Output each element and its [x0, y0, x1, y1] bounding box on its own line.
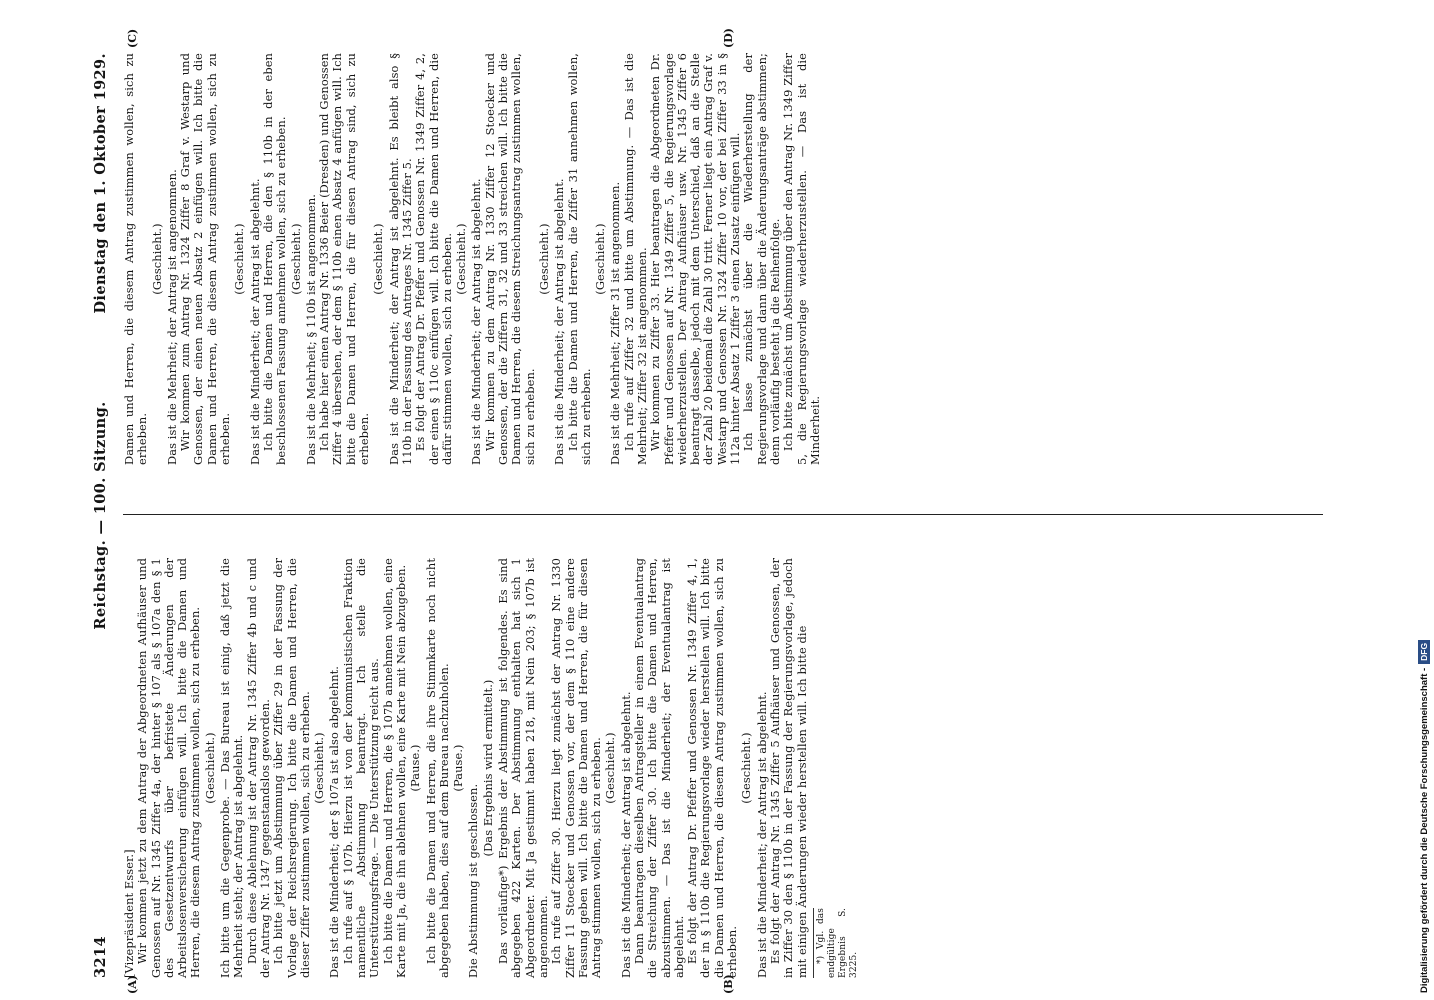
- credit-text-line: [1418, 8, 1432, 993]
- paragraph: Damen und Herren, die diesem Antrag zustimmen wollen, sich zu erheben.: [122, 53, 150, 465]
- paragraph: Ich bitte jetzt um Abstimmung über Ziffer 29 in der Fassung der Vorlage der Reichsregierung. Ich bitte die Damen und Herren, die dieser Ziffer zustimmen wollen, sich zu erheben.: [271, 558, 312, 978]
- column-divider: [123, 514, 1323, 515]
- stage-direction: (Geschieht.): [593, 223, 608, 295]
- paragraph: Ich lasse zunächst über die Wiederherstellung der Regierungsvorlage und dann über die Änderungsanträge abstimmen; denn vorläufig besteht ja die Reihenfolge.: [741, 53, 782, 465]
- paragraph: Es folgt der Antrag Dr. Pfeffer und Genossen Nr. 1349 Ziffer 4, 1, der in § 110b die Regierungsvorlage wieder herstellen will. Ich bitte die Damen und Herren, die diesem Antrag zustimmen wollen, sich zu erheben.: [685, 558, 740, 978]
- stage-direction: (Geschieht.): [603, 732, 618, 804]
- paragraph: Ich rufe auf Ziffer 30. Hierzu liegt zunächst der Antrag Nr. 1330 Ziffer 11 Stoecker und Genossen vor, der dem § 110 eine andere Fassung geben will. Ich bitte die Damen und Herren, die für diesen Antrag stimmen wollen, sich zu erheben.: [549, 558, 604, 978]
- stage-direction: (Geschieht.): [739, 732, 754, 804]
- paragraph: Das ist die Minderheit; der Antrag ist abgelehnt.: [754, 691, 769, 978]
- paragraph: Wir kommen zum Antrag Nr. 1324 Ziffer 8 Graf v. Westarp und Genossen, der einen neuen Absatz 2 einfügen will. Ich bitte die Damen und Herren, die diesem Antrag zustimmen wollen, sich zu erheben.: [178, 53, 233, 465]
- paragraph: Wir kommen zu dem Antrag Nr. 1330 Ziffer 12 Stoecker und Genossen, der die Ziffern 31, 32 und 33 streichen will. Ich bitte die Damen und Herren, die diesem Streichungsantrag zustimmen wollen, sich zu erheben.: [482, 53, 537, 465]
- paragraph: Ich bitte die Damen und Herren, die Ziffer 31 annehmen wollen, sich zu erheben.: [565, 53, 593, 465]
- paragraph: Das ist die Minderheit; der Antrag ist abgelehnt.: [469, 178, 484, 465]
- stage-direction: (Geschieht.): [312, 732, 327, 804]
- session-title: Reichstag. — 100. Sitzung.: [92, 401, 109, 630]
- paragraph: Das ist die Minderheit; der § 107a ist also abgelehnt.: [327, 665, 342, 978]
- paragraph: Durch diese Ablehnung ist der Antrag Nr. 1345 Ziffer 4b und c und der Antrag Nr. 1347 gegenstandslos geworden.: [244, 558, 272, 978]
- stage-direction: (Geschieht.): [232, 223, 247, 295]
- paragraph: Wir kommen jetzt zu dem Antrag der Abgeordneten Aufhäuser und Genossen auf Nr. 1345 Ziffer 4a, der hinter § 107 als § 107a den § 1 des Gesetzentwurfs über befristete Änderungen der Arbeitslosenversicherung einfügen will. Ich bitte die Damen und Herren, die diesem Antrag zustimmen wollen, sich zu erheben.: [135, 558, 203, 978]
- paragraph: Ich rufe auf Ziffer 32 und bitte um Abstimmung. — Das ist die Mehrheit; Ziffer 32 ist angenommen.: [621, 53, 649, 465]
- stage-direction: (Geschieht.): [202, 732, 217, 804]
- margin-letter-c: (C): [126, 28, 139, 48]
- paragraph: Das ist die Mehrheit; der Antrag ist angenommen.: [164, 169, 179, 465]
- stage-direction: (Geschieht.): [149, 223, 164, 295]
- paragraph: [Vizepräsident Esser.]: [122, 849, 136, 978]
- paragraph: Ich bitte um die Gegenprobe. — Das Bureau ist einig, daß jetzt die Mehrheit steht; der Antrag ist abgelehnt.: [218, 558, 246, 978]
- paragraph: Dann beantragen dieselben Antragsteller in einem Eventualantrag die Streichung der Ziffer 30. Ich bitte die Damen und Herren, abzustimmen. — Das ist die Minderheit; der Eventualantrag ist abgelehnt.: [631, 558, 686, 978]
- credit-text: Digitalisierung gefördert durch die Deutsche Forschungsgemeinschaft -: [1419, 667, 1430, 993]
- paragraph: Es folgt der Antrag Dr. Pfeffer und Genossen Nr. 1349 Ziffer 4, 2, der einen § 110c einfügen will. Ich bitte die Damen und Herren, die dafür stimmen wollen, sich zu erheben.: [413, 53, 454, 465]
- stage-direction: (Pause.): [451, 744, 466, 792]
- paragraph: Ich rufe auf § 107b. Hierzu ist von der kommunistischen Fraktion namentliche Abstimmung beantragt. Ich stelle die Unterstützungsfrage. — Die Unterstützung reicht aus.: [340, 558, 382, 978]
- left-text-column: [123, 558, 860, 978]
- footnote: *) Vgl. das endgültige Ergebnis S. 3225.: [813, 908, 860, 978]
- stage-direction: (Das Ergebnis wird ermittelt.): [480, 679, 495, 857]
- dfg-logo: DFG: [1418, 640, 1430, 664]
- paragraph: Das ist die Minderheit; der Antrag ist abgelehnt. Es bleibt also § 110b in der Fassung des Antrages Nr. 1345 Ziffer 5.: [386, 53, 414, 465]
- margin-letter-a: (A): [126, 975, 139, 994]
- digitization-credit: [1418, 8, 1434, 993]
- paragraph: Das vorläufige*) Ergebnis der Abstimmung ist folgendes. Es sind abgegeben 422 Karten. Der Abstimmung enthalten hat sich 1 Abgeordneter. Mit Ja gestimmt haben 218, mit Nein 203; § 107b ist angenommen.: [496, 558, 550, 978]
- paragraph: Ich bitte die Damen und Herren, die § 107b annehmen wollen, eine Karte mit Ja, die ihn ablehnen wollen, eine Karte mit Nein abzugeben.: [380, 558, 408, 978]
- stage-direction: (Geschieht.): [371, 223, 386, 295]
- paragraph: Das ist die Mehrheit; § 110b ist angenommen.: [303, 193, 318, 465]
- stage-direction: (Geschieht.): [288, 223, 303, 295]
- paragraph: Das ist die Minderheit; der Antrag ist abgelehnt.: [618, 691, 633, 978]
- session-date: Dienstag den 1. Oktober 1929.: [92, 53, 109, 314]
- margin-letter-b: (B): [722, 974, 735, 994]
- paragraph: Ich bitte zunächst um Abstimmung über den Antrag Nr. 1349 Ziffer 5, die Regierungsvorlage wiederherzustellen. — Das ist die Minderheit.: [781, 53, 822, 465]
- running-header: [92, 53, 114, 978]
- stage-direction: (Geschieht.): [536, 223, 551, 295]
- stage-direction: (Pause.): [408, 744, 423, 792]
- paragraph: Die Abstimmung ist geschlossen.: [466, 783, 481, 978]
- paragraph: Das ist die Minderheit; der Antrag ist abgelehnt.: [247, 178, 262, 465]
- page-number: 3214: [92, 936, 109, 978]
- paragraph: Wir kommen zu Ziffer 33. Hier beantragen die Abgeordneten Dr. Pfeffer und Genossen auf Nr. 1349 Ziffer 5, die Regierungsvorlage wiederherzustellen. Der Antrag Aufhäuser usw. Nr. 1345 Ziffer 6 beantragt dasselbe, jedoch mit dem Unterschied, daß an die Stelle der Zahl 20 beidemal die Zahl 30 tritt. Ferner liegt ein Antrag Graf v. Westarp und Genossen Nr. 1324 Ziffer 10 vor, der bei Ziffer 33 in § 112a hinter Absatz 1 Ziffer 3 einen Zusatz einfügen will.: [648, 53, 743, 465]
- paragraph: Ich habe hier einen Antrag Nr. 1336 Beier (Dresden) und Genossen Ziffer 4 übersehen, der dem § 110b einen Absatz 4 anfügen will. Ich bitte die Damen und Herren, die für diesen Antrag sind, sich zu erheben.: [317, 53, 372, 465]
- paragraph: Das ist die Minderheit; der Antrag ist abgelehnt.: [552, 178, 567, 465]
- stage-direction: (Geschieht.): [454, 223, 469, 295]
- margin-letter-d: (D): [722, 28, 735, 48]
- paragraph: Ich bitte die Damen und Herren, die ihre Stimmkarte noch nicht abgegeben haben, dies auf dem Bureau nachzuholen.: [423, 558, 451, 978]
- paragraph: Es folgt der Antrag Nr. 1345 Ziffer 5 Aufhäuser und Genossen, der in Ziffer 30 den § 110b in der Fassung der Regierungsvorlage, jedoch mit einigen Änderungen wieder herstellen will. Ich bitte die: [767, 558, 809, 978]
- right-text-column: [123, 53, 822, 465]
- paragraph: Das ist die Mehrheit; Ziffer 31 ist angenommen.: [608, 181, 623, 465]
- paragraph: Ich bitte die Damen und Herren, die den § 110b in der eben beschlossenen Fassung annehmen wollen, sich zu erheben.: [260, 53, 289, 465]
